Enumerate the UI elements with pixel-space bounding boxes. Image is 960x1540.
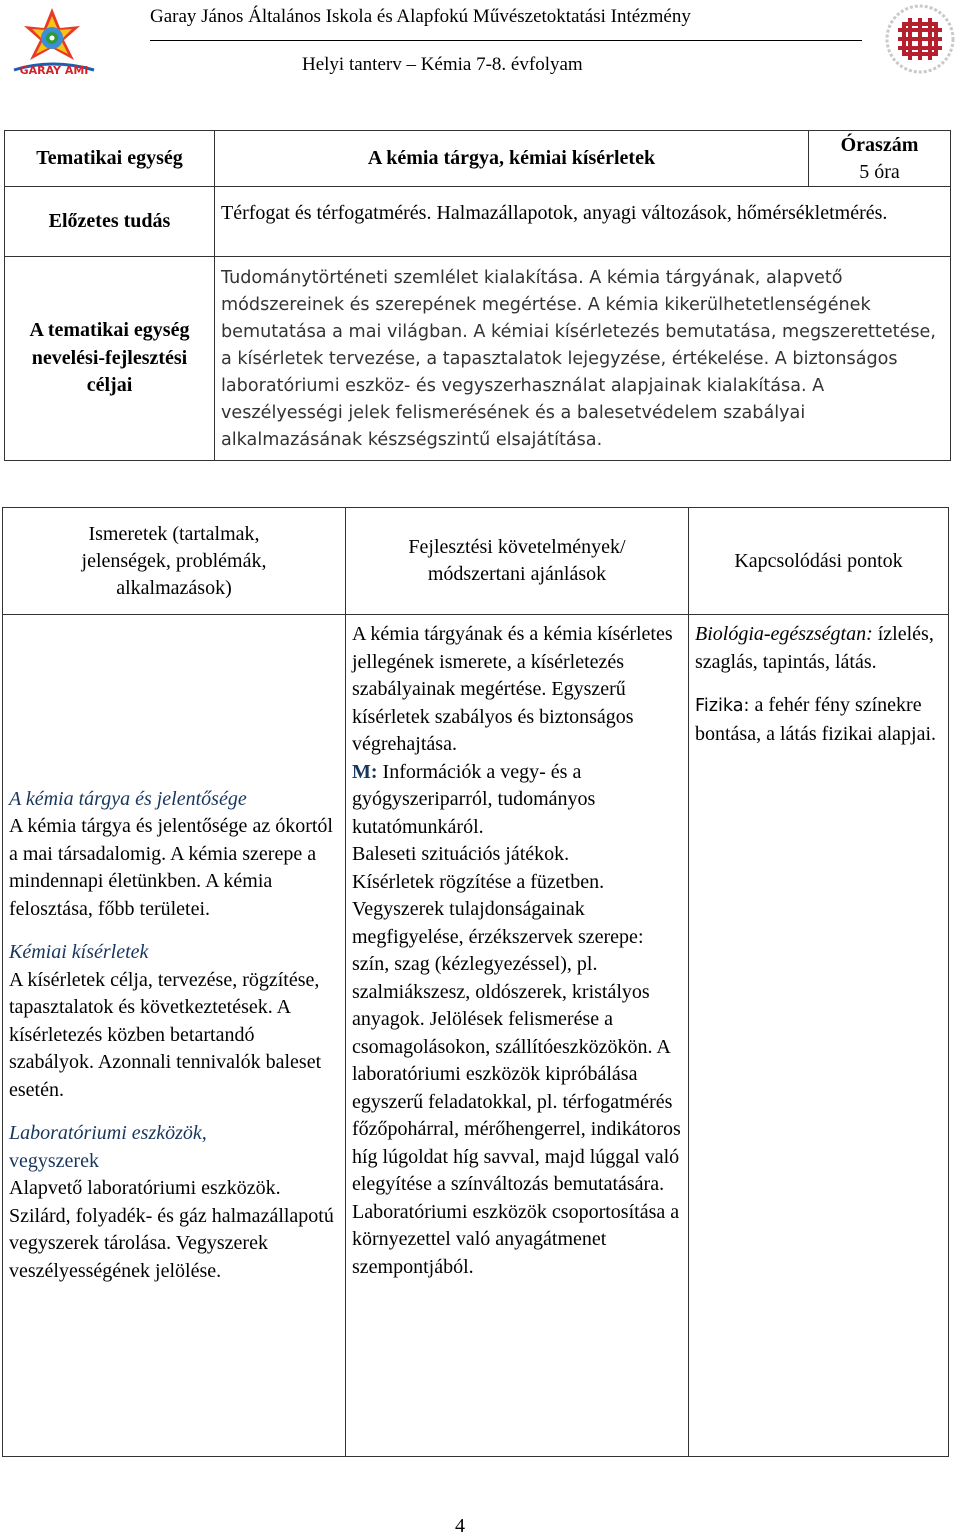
connection-subject-2: Fizika: — [695, 696, 750, 716]
method-text: Információk a vegy- és a gyógyszeriparról, tudományos kutatómunkáról. — [352, 760, 596, 838]
hours-label: Óraszám — [840, 133, 919, 156]
knowledge-cell — [3, 615, 346, 1457]
connection-1 — [695, 621, 942, 676]
hours-value: 5 óra — [859, 160, 900, 183]
knot-emblem — [884, 4, 956, 74]
page-number: 4 — [455, 1515, 465, 1537]
connection-text-1: ízlelés, szaglás, tapintás, látás. — [695, 623, 934, 673]
goals-label: A tematikai egység nevelési-fejlesztési céljai — [5, 257, 215, 461]
school-logo — [6, 4, 102, 78]
knowledge-title-2: Kémiai kísérletek — [9, 941, 149, 964]
requirements-rest: Vegyszerek tulajdonságainak megfigyelése, érzékszervek szerepe: szín, szag (kézlegyezéssel), pl. szalmiákszesz, oldószerek, kristályos anyagok. Jelölések felismerése a csomagolásokon, szállítóeszközökön. A laboratóriumi eszközök kipróbálása egyszerű feladatokkal, pl. térfogatmérés főzőpohárral, mérőhengerrel, indikátoros híg lúgoldat híg savval, majd lúggal való elegyítése a színváltozás bemutatására. Laboratóriumi eszközök csoportosítása a környezettel való anyagátmenet szempontjából. — [352, 898, 681, 1278]
connections-header: Kapcsolódási pontok — [689, 508, 949, 615]
connections-cell — [689, 615, 949, 1457]
requirements-cell — [346, 615, 689, 1457]
connection-subject-1: Biológia-egészségtan: — [695, 623, 873, 645]
knowledge-text-2: A kísérletek célja, tervezése, rögzítése, tapasztalatok és következtetések. A kísérletezés közben betartandó szabályok. Azonnali tennivalók baleset esetén. — [9, 968, 322, 1101]
knowledge-title-1: A kémia tárgya és jelentősége — [9, 787, 247, 810]
header-divider — [150, 40, 862, 41]
knowledge-title-3: Laboratóriumi eszközök, — [9, 1122, 207, 1145]
school-name: Garay János Általános Iskola és Alapfokú Művészetoktatási Intézmény — [150, 6, 691, 27]
prior-knowledge-value: Térfogat és térfogatmérés. Halmazállapotok, anyagi változások, hőmérsékletmérés. — [215, 187, 951, 257]
knowledge-text-1: A kémia tárgya és jelentősége az ókortól a mai társadalomig. A kémia szerepe a mindennapi életünkben. A kémia felosztása, főbb területei. — [9, 815, 333, 920]
requirements-m-line — [352, 759, 682, 842]
goals-value: Tudománytörténeti szemlélet kialakítása. A kémia tárgyának, alapvető módszereinek és szerepének megértése. A kémia kikerülhetetlenségének bemutatása a mai világban. A kémiai kísérletezés bemutatása, megszerettetése, a kísérletek tervezése, a tapasztalatok lejegyzése, értékelése. A biztonságos laboratóriumi eszköz- és vegyszerhasználat alapjainak kialakítása. A veszélyességi jelek felismerésének és a balesetvédelem szabályai alkalmazásának készségszintű elsajátítása. — [215, 257, 951, 461]
logo-text: GARAY AMI — [19, 64, 89, 77]
knowledge-text-3: Alapvető laboratóriumi eszközök. Szilárd, folyadék- és gáz halmazállapotú vegyszerek tárolása. Vegyszerek veszélyességének jelölése. — [9, 1177, 334, 1282]
knowledge-title-3b: vegyszerek — [9, 1149, 99, 1172]
content-table — [2, 507, 949, 1457]
requirements-intro: A kémia tárgyának és a kémia kísérletes jellegének ismerete, a kísérletezés szabályainak megértése. Egyszerű kísérletek szabályos és biztonságos végrehajtása. — [352, 623, 673, 755]
curriculum-title: Helyi tanterv – Kémia 7-8. évfolyam — [302, 54, 583, 75]
connection-text-2: a fehér fény színekre bontása, a látás fizikai alapjai. — [695, 694, 937, 745]
hours-cell — [809, 131, 951, 187]
unit-overview-table — [4, 130, 951, 461]
requirements-header: Fejlesztési követelmények/ módszertani ajánlások — [346, 508, 689, 615]
page-header — [0, 0, 960, 90]
prior-knowledge-label: Előzetes tudás — [5, 187, 215, 257]
requirements-line-3: Kísérletek rögzítése a füzetben. — [352, 870, 605, 893]
method-label: M: — [352, 760, 378, 783]
knowledge-header: Ismeretek (tartalmak, jelenségek, problémák, alkalmazások) — [3, 508, 346, 615]
topic-label: Tematikai egység — [5, 131, 215, 187]
connection-2 — [695, 692, 942, 748]
requirements-line-2: Baleseti szituációs játékok. — [352, 843, 570, 865]
topic-value: A kémia tárgya, kémiai kísérletek — [215, 131, 809, 187]
